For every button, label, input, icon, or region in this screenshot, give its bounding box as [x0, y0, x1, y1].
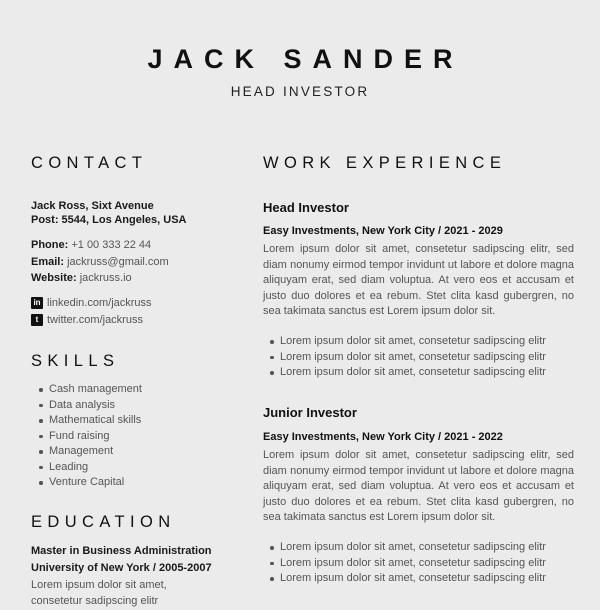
job-bullets — [264, 334, 546, 381]
twitter-row[interactable] — [31, 312, 143, 329]
job-description: Lorem ipsum dolor sit amet, consetetur sadipscing elitr, sed diam nonumy eirmod tempor invidunt ut labore et dolore magna aliquyam erat, sed diam voluptua. At vero eos et accusam et justo duo dolores et ea rebum. Stet clita kasd gubergren, no sea takimata sanctus est Lorem ipsum dolor sit. — [263, 449, 574, 524]
list-item: Management — [33, 444, 142, 460]
list-item: Mathematical skills — [33, 413, 142, 429]
phone-row — [31, 237, 151, 254]
resume-name: JACK SANDER — [147, 44, 464, 74]
list-item: Lorem ipsum dolor sit amet, consetetur sadipscing elitr — [264, 334, 546, 350]
list-item: Cash management — [33, 382, 142, 398]
twitter-icon: t — [31, 314, 43, 326]
job-title: Head Investor — [263, 200, 349, 215]
website-value[interactable]: jackruss.io — [79, 272, 132, 284]
address-line-2: Post: 5544, Los Angeles, USA — [31, 214, 187, 226]
email-value[interactable]: jackruss@gmail.com — [67, 256, 169, 268]
list-item: Lorem ipsum dolor sit amet, consetetur sadipscing elitr — [264, 350, 546, 366]
email-label: Email: — [31, 256, 65, 268]
list-item: Fund raising — [33, 429, 142, 445]
job-description: Lorem ipsum dolor sit amet, consetetur sadipscing elitr, sed diam nonumy eirmod tempor invidunt ut labore et dolore magna aliquyam erat, sed diam voluptua. At vero eos et accusam et justo duo dolores et ea rebum. Stet clita kasd gubergren, no sea takimata sanctus est Lorem ipsum dolor sit. — [263, 243, 574, 318]
list-item: Data analysis — [33, 398, 142, 414]
linkedin-icon: in — [31, 297, 43, 309]
list-item: Leading — [33, 460, 142, 476]
education-desc-line-1: Lorem ipsum dolor sit amet, — [31, 579, 167, 591]
job-company: Easy Investments, New York City / 2021 - 2022 — [263, 431, 503, 443]
email-row — [31, 254, 169, 271]
website-label: Website: — [31, 272, 77, 284]
website-row — [31, 270, 132, 287]
resume-job-title: HEAD INVESTOR — [230, 84, 370, 99]
job-bullets — [264, 540, 546, 587]
education-desc-line-2: consetetur sadipscing elitr — [31, 595, 159, 607]
twitter-link[interactable]: twitter.com/jackruss — [47, 314, 143, 326]
education-school: University of New York / 2005-2007 — [31, 562, 212, 574]
work-experience-heading: WORK EXPERIENCE — [263, 154, 507, 172]
job-company: Easy Investments, New York City / 2021 - 2029 — [263, 225, 503, 237]
list-item: Venture Capital — [33, 475, 142, 491]
contact-heading: CONTACT — [31, 154, 148, 172]
list-item: Lorem ipsum dolor sit amet, consetetur sadipscing elitr — [264, 540, 546, 556]
list-item: Lorem ipsum dolor sit amet, consetetur sadipscing elitr — [264, 365, 546, 381]
list-item: Lorem ipsum dolor sit amet, consetetur sadipscing elitr — [264, 571, 546, 587]
job-title: Junior Investor — [263, 405, 357, 420]
linkedin-row[interactable] — [31, 295, 152, 312]
phone-label: Phone: — [31, 239, 69, 251]
skills-heading: SKILLS — [31, 352, 120, 370]
education-heading: EDUCATION — [31, 513, 176, 531]
phone-value: +1 00 333 22 44 — [71, 239, 152, 251]
skills-list — [33, 382, 142, 491]
address-line-1: Jack Ross, Sixt Avenue — [31, 200, 154, 212]
linkedin-link[interactable]: linkedin.com/jackruss — [47, 297, 152, 309]
list-item: Lorem ipsum dolor sit amet, consetetur sadipscing elitr — [264, 556, 546, 572]
education-degree: Master in Business Administration — [31, 545, 212, 557]
